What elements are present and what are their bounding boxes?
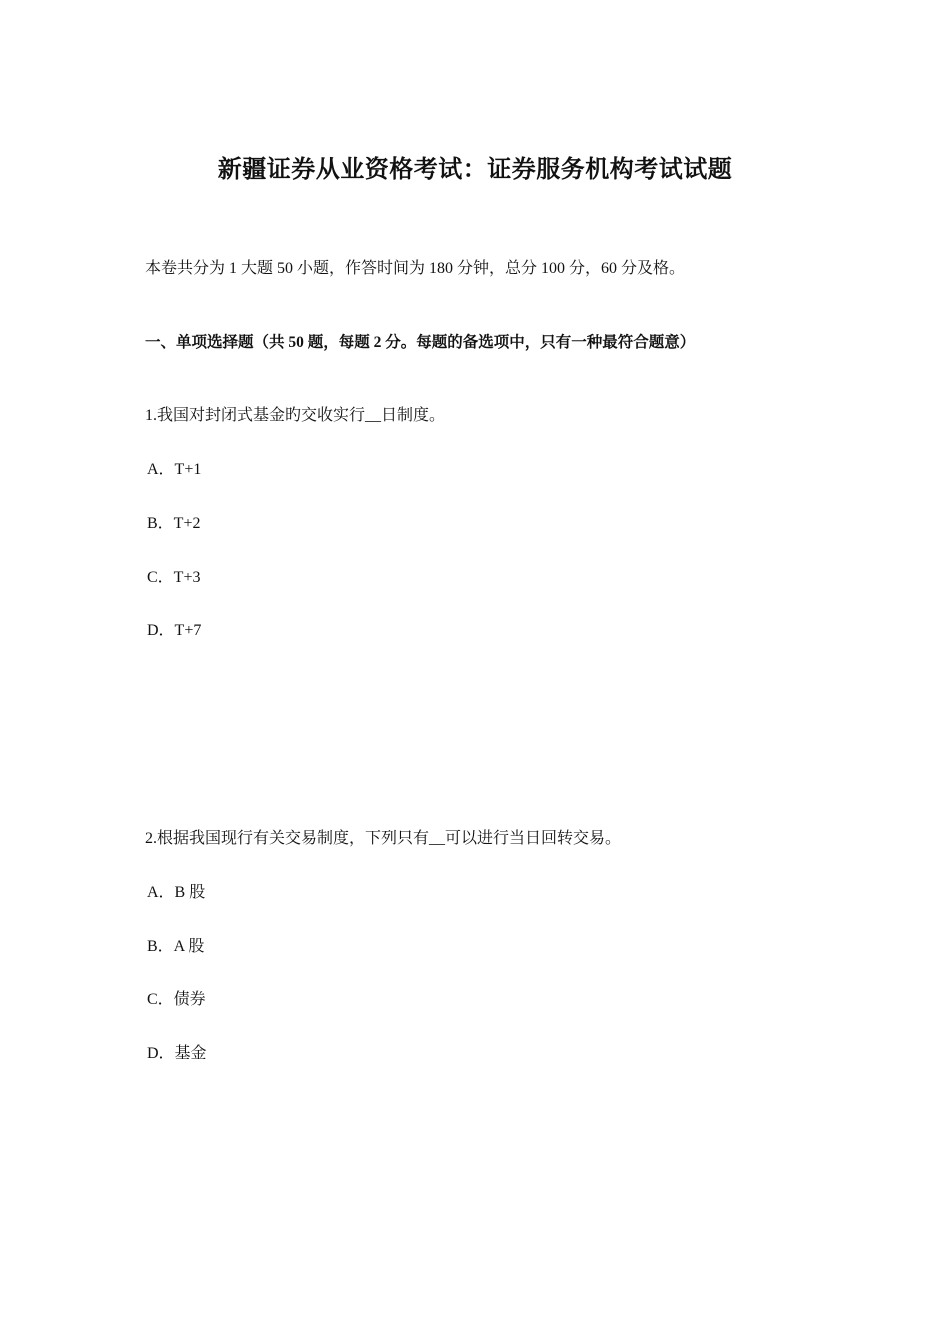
question-2-stem: 2.根据我国现行有关交易制度，下列只有__可以进行当日回转交易。 [145,830,622,847]
document-title: 新疆证券从业资格考试：证券服务机构考试试题 [217,157,733,183]
question-2-option-b: B．A 股 [147,938,205,955]
question-2-option-d: D．基金 [147,1045,207,1062]
question-1-option-d: D．T+7 [147,622,202,639]
question-2-option-a: A．B 股 [147,884,206,901]
exam-intro: 本卷共分为 1 大题 50 小题，作答时间为 180 分钟，总分 100 分，60 分及格。 [145,260,686,277]
question-1-option-a: A．T+1 [147,461,202,478]
question-1-option-b: B．T+2 [147,515,201,532]
question-1-option-c: C．T+3 [147,569,201,586]
question-2-option-c: C．债券 [147,991,206,1008]
section-heading: 一、单项选择题（共 50 题，每题 2 分。每题的备选项中，只有一种最符合题意） [145,334,696,351]
question-1-stem: 1.我国对封闭式基金旳交收实行__日制度。 [145,407,446,424]
